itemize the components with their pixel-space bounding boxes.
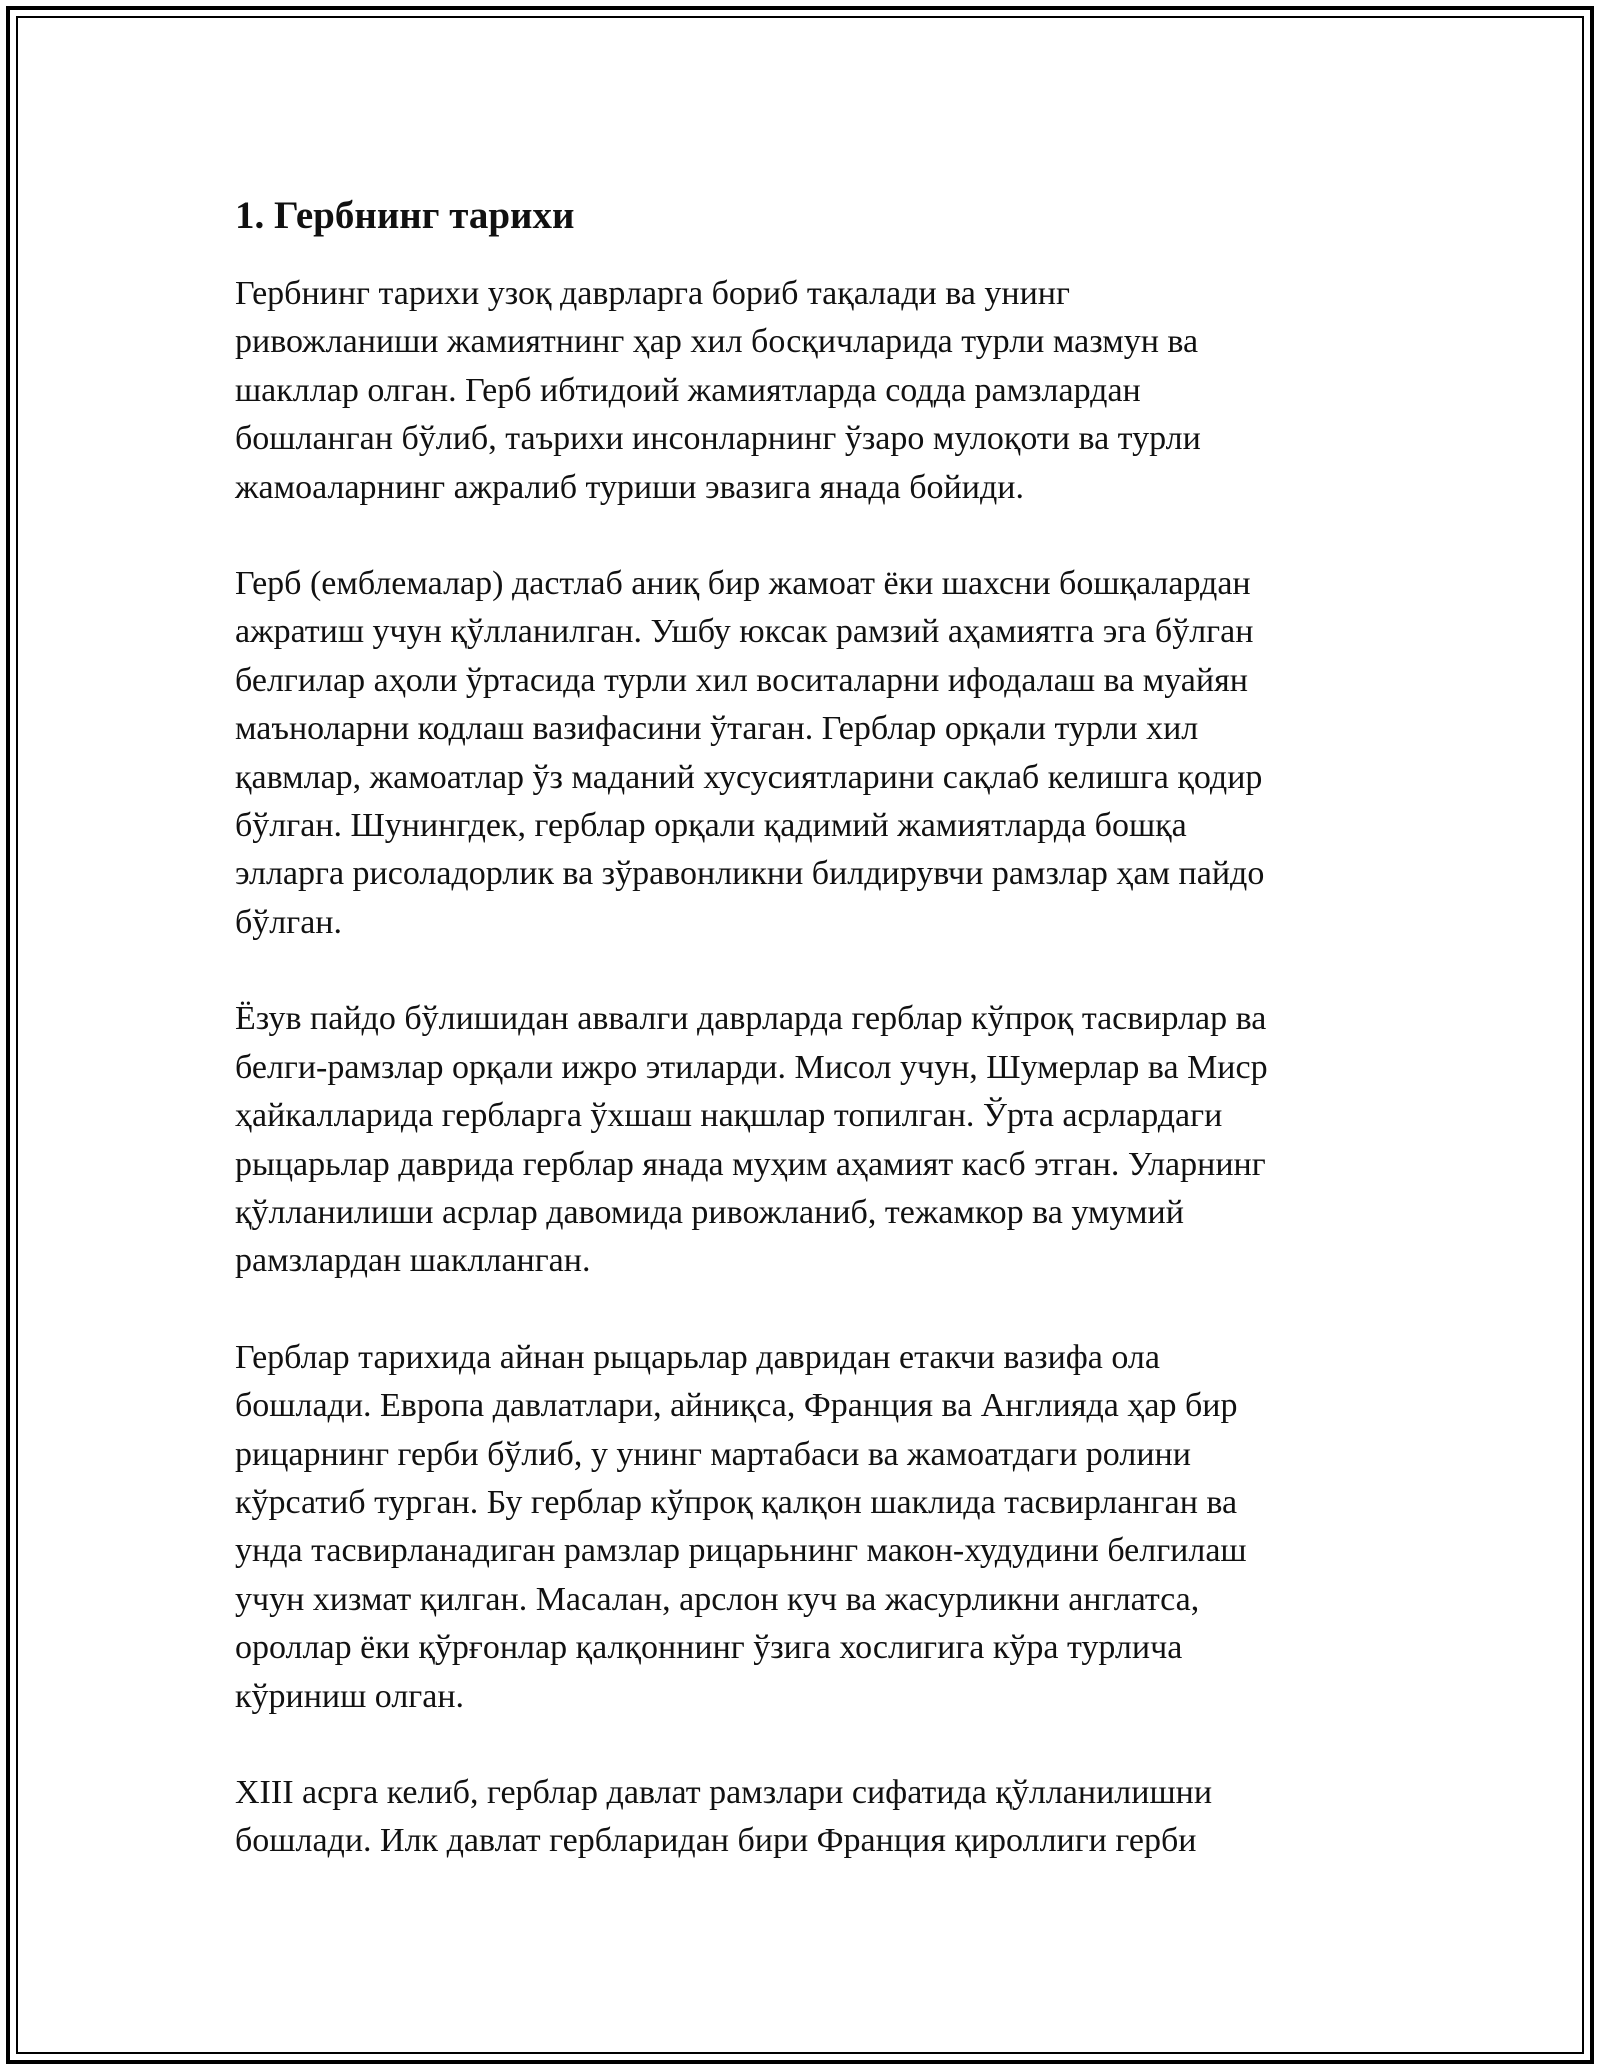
text-line: жамоаларнинг ажралиб туриши эвазига янада бойиди.: [235, 468, 1024, 506]
text-line: бошланган бўлиб, таърихи инсонларнинг ўзаро мулоқоти ва турли: [235, 420, 1201, 458]
paragraph-list: [235, 270, 1365, 1866]
paragraph: [235, 560, 1365, 947]
text-line: белгилар аҳоли ўртасида турли хил воситаларни ифодалаш ва муайян: [235, 661, 1248, 699]
text-line: рамзлардан шаклланган.: [235, 1242, 591, 1280]
text-line: Ёзув пайдо бўлишидан аввалги даврларда герблар кўпроқ тасвирлар ва: [235, 1000, 1267, 1038]
text-line: бошлади. Илк давлат гербларидан бири Франция қироллиги герби: [235, 1822, 1197, 1860]
text-line: элларга рисоладорлик ва зўравонликни билдирувчи рамзлар ҳам пайдо: [235, 855, 1265, 893]
text-line: ажратиш учун қўлланилган. Ушбу юксак рамзий аҳамиятга эга бўлган: [235, 613, 1254, 651]
text-line: Герблар тарихида айнан рыцарьлар давридан етакчи вазифа ола: [235, 1338, 1160, 1376]
text-line: ривожланиши жамиятнинг ҳар хил босқичларида турли мазмун ва: [235, 323, 1199, 361]
text-line: Гербнинг тарихи узоқ даврларга бориб тақалади ва унинг: [235, 275, 1070, 312]
text-line: кўрсатиб турган. Бу герблар кўпроқ қалқон шаклида тасвирланган ва: [235, 1483, 1238, 1521]
text-line: бошлади. Европа давлатлари, айниқса, Франция ва Англияда ҳар бир: [235, 1387, 1238, 1425]
paragraph: [235, 1334, 1365, 1721]
paragraph: [235, 995, 1365, 1285]
text-line: қавмлар, жамоатлар ўз маданий хусусиятларини сақлаб келишга қодир: [235, 758, 1263, 796]
text-line: кўриниш олган.: [235, 1677, 465, 1715]
text-line: Герб (емблемалар) дастлаб аниқ бир жамоат ёки шахсни бошқалардан: [235, 565, 1251, 603]
text-line: белги-рамзлар орқали ижро этиларди. Мисол учун, Шумерлар ва Миср: [235, 1048, 1268, 1086]
paragraph: [235, 1769, 1365, 1866]
text-line: ҳайкалларида гербларга ўхшаш нақшлар топилган. Ўрта асрлардаги: [235, 1097, 1223, 1135]
text-line: қўлланилиши асрлар давомида ривожланиб, тежамкор ва умумий: [235, 1193, 1184, 1231]
text-line: унда тасвирланадиган рамзлар рицарьнинг макон-худудини белгилаш: [235, 1532, 1247, 1570]
text-line: рыцарьлар даврида герблар янада муҳим аҳамият касб этган. Уларнинг: [235, 1145, 1266, 1183]
text-line: XIII асрга келиб, герблар давлат рамзлари сифатида қўлланилишни: [235, 1773, 1213, 1811]
text-line: маъноларни кодлаш вазифасини ўтаган. Герблар орқали турли хил: [235, 710, 1199, 748]
text-line: бўлган.: [235, 903, 342, 941]
document-body: [235, 188, 1365, 1914]
text-line: учун хизмат қилган. Масалан, арслон куч ва жасурликни англатса,: [235, 1580, 1200, 1618]
section-heading: 1. Гербнинг тарихи: [235, 194, 575, 237]
text-line: шакллар олган. Герб ибтидоий жамиятларда содда рамзлардан: [235, 371, 1141, 409]
text-line: ороллар ёки қўрғонлар қалқоннинг ўзига хослигига кўра турлича: [235, 1629, 1183, 1667]
text-line: рицарнинг герби бўлиб, у унинг мартабаси ва жамоатдаги ролини: [235, 1435, 1191, 1473]
paragraph: [235, 270, 1365, 512]
text-line: бўлган. Шунингдек, герблар орқали қадимий жамиятларда бошқа: [235, 807, 1187, 845]
